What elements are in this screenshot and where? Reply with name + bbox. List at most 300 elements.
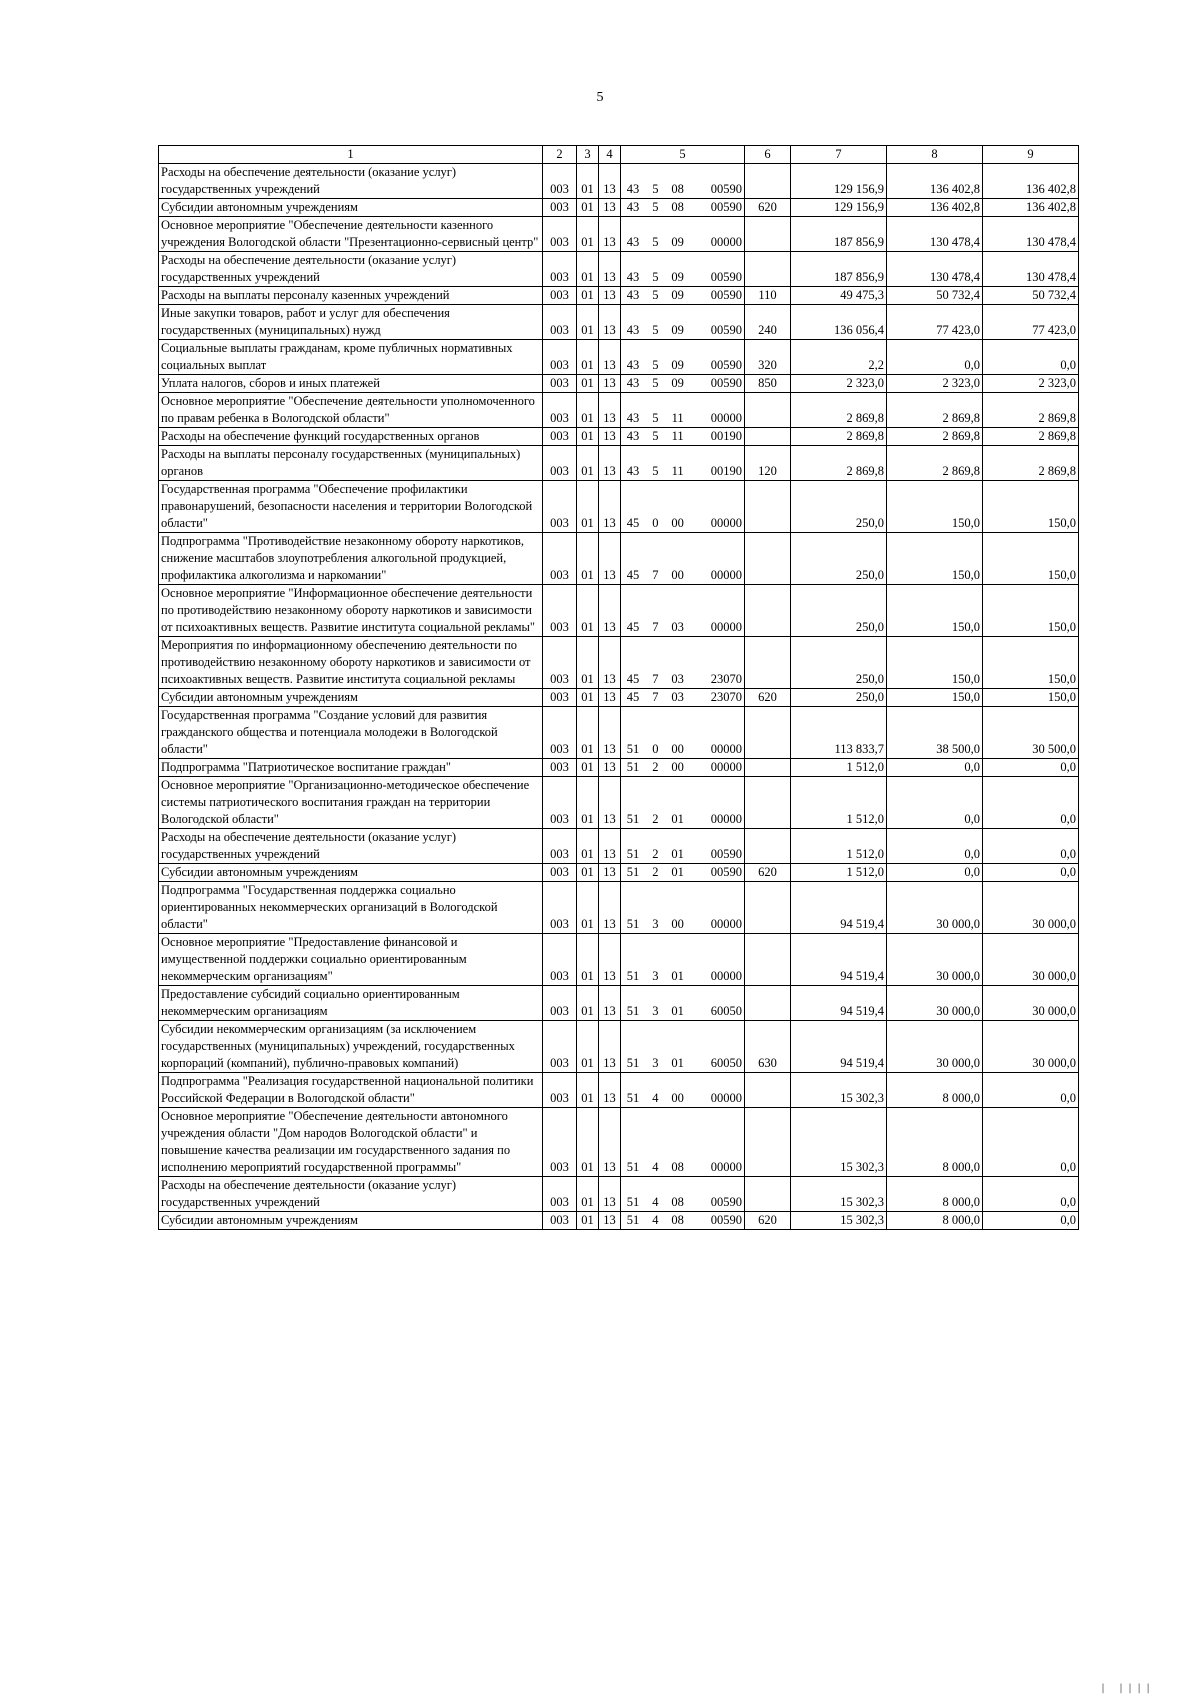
code-program: 45: [626, 690, 640, 704]
row-name: Подпрограмма "Реализация государственной национальной политики Российской Федерации в Вологодской области": [159, 1073, 543, 1108]
code-activity: 09: [671, 323, 684, 337]
table-row: [159, 305, 1079, 340]
code-subprogram: 7: [652, 690, 659, 704]
col-6-cell: [745, 1108, 791, 1177]
col-5-cell: [621, 375, 745, 393]
col-7-cell: 2 869,8: [791, 393, 887, 428]
col-8-cell: 30 000,0: [887, 986, 983, 1021]
col-2-cell: 003: [543, 637, 577, 689]
col-7-cell: 187 856,9: [791, 252, 887, 287]
col-7-cell: 250,0: [791, 481, 887, 533]
code-program: 51: [626, 917, 640, 931]
col-6-cell: [745, 481, 791, 533]
code-direction: 00190: [710, 429, 742, 443]
target-code: [623, 689, 742, 706]
code-subprogram: 7: [652, 568, 659, 582]
table-row: [159, 340, 1079, 375]
code-program: 51: [626, 865, 640, 879]
code-activity: 11: [671, 429, 684, 443]
col-9-cell: 0,0: [983, 1177, 1079, 1212]
code-direction: 00000: [710, 969, 742, 983]
code-direction: 00590: [710, 376, 742, 390]
code-program: 43: [626, 200, 640, 214]
code-activity: 00: [671, 568, 684, 582]
col-7-cell: 129 156,9: [791, 164, 887, 199]
col-6-cell: 240: [745, 305, 791, 340]
col-4-cell: 13: [599, 882, 621, 934]
col-4-cell: 13: [599, 164, 621, 199]
col-7-cell: 15 302,3: [791, 1177, 887, 1212]
col-4-cell: 13: [599, 533, 621, 585]
col-4-cell: 13: [599, 375, 621, 393]
col-4-cell: 13: [599, 689, 621, 707]
col-7-cell: 49 475,3: [791, 287, 887, 305]
header-cell: 2: [543, 146, 577, 164]
col-6-cell: [745, 882, 791, 934]
col-6-cell: 630: [745, 1021, 791, 1073]
col-3-cell: 01: [577, 759, 599, 777]
code-activity: 01: [671, 969, 684, 983]
code-direction: 00000: [710, 742, 742, 756]
col-8-cell: 50 732,4: [887, 287, 983, 305]
code-program: 43: [626, 288, 640, 302]
col-6-cell: [745, 1073, 791, 1108]
col-6-cell: [745, 217, 791, 252]
code-direction: 00000: [710, 812, 742, 826]
target-code: [623, 759, 742, 776]
code-subprogram: 5: [652, 376, 659, 390]
col-2-cell: 003: [543, 393, 577, 428]
col-9-cell: 2 869,8: [983, 446, 1079, 481]
row-name: Иные закупки товаров, работ и услуг для обеспечения государственных (муниципальных) нужд: [159, 305, 543, 340]
code-direction: 00590: [710, 865, 742, 879]
code-subprogram: 5: [652, 270, 659, 284]
code-direction: 00590: [710, 847, 742, 861]
code-program: 51: [626, 847, 640, 861]
col-5-cell: [621, 689, 745, 707]
col-3-cell: 01: [577, 1212, 599, 1230]
col-9-cell: 150,0: [983, 481, 1079, 533]
code-subprogram: 2: [652, 847, 659, 861]
col-5-cell: [621, 164, 745, 199]
col-8-cell: 8 000,0: [887, 1177, 983, 1212]
code-subprogram: 5: [652, 182, 659, 196]
col-7-cell: 1 512,0: [791, 864, 887, 882]
col-9-cell: 77 423,0: [983, 305, 1079, 340]
col-7-cell: 250,0: [791, 689, 887, 707]
col-3-cell: 01: [577, 1021, 599, 1073]
col-6-cell: [745, 829, 791, 864]
code-subprogram: 0: [652, 742, 659, 756]
col-5-cell: [621, 1073, 745, 1108]
col-5-cell: [621, 446, 745, 481]
col-4-cell: 13: [599, 585, 621, 637]
col-5-cell: [621, 1021, 745, 1073]
row-name: Субсидии автономным учреждениям: [159, 199, 543, 217]
col-2-cell: 003: [543, 446, 577, 481]
col-2-cell: 003: [543, 707, 577, 759]
col-3-cell: 01: [577, 533, 599, 585]
table-row: [159, 217, 1079, 252]
target-code: [623, 357, 742, 374]
target-code: [623, 234, 742, 251]
col-8-cell: 2 869,8: [887, 428, 983, 446]
row-name: Субсидии автономным учреждениям: [159, 689, 543, 707]
code-subprogram: 3: [652, 917, 659, 931]
col-9-cell: 0,0: [983, 864, 1079, 882]
col-6-cell: [745, 428, 791, 446]
table-row: [159, 1108, 1079, 1177]
code-subprogram: 4: [652, 1160, 659, 1174]
header-cell: 8: [887, 146, 983, 164]
table-row: [159, 1073, 1079, 1108]
row-name: Уплата налогов, сборов и иных платежей: [159, 375, 543, 393]
col-2-cell: 003: [543, 287, 577, 305]
col-2-cell: 003: [543, 882, 577, 934]
code-subprogram: 0: [652, 516, 659, 530]
col-2-cell: 003: [543, 864, 577, 882]
target-code: [623, 410, 742, 427]
col-9-cell: 0,0: [983, 1212, 1079, 1230]
target-code: [623, 1003, 742, 1020]
col-4-cell: 13: [599, 199, 621, 217]
col-3-cell: 01: [577, 707, 599, 759]
row-name: Основное мероприятие "Обеспечение деятельности казенного учреждения Вологодской области "Презентационно-сервисный центр": [159, 217, 543, 252]
col-3-cell: 01: [577, 446, 599, 481]
code-subprogram: 2: [652, 760, 659, 774]
col-3-cell: 01: [577, 637, 599, 689]
table-row: [159, 829, 1079, 864]
target-code: [623, 968, 742, 985]
col-2-cell: 003: [543, 986, 577, 1021]
col-3-cell: 01: [577, 164, 599, 199]
col-8-cell: 150,0: [887, 533, 983, 585]
code-activity: 01: [671, 812, 684, 826]
col-5-cell: [621, 533, 745, 585]
code-program: 51: [626, 1160, 640, 1174]
row-name: Основное мероприятие "Обеспечение деятельности уполномоченного по правам ребенка в Вологодской области": [159, 393, 543, 428]
code-program: 43: [626, 270, 640, 284]
col-7-cell: 1 512,0: [791, 759, 887, 777]
col-6-cell: 620: [745, 689, 791, 707]
col-4-cell: 13: [599, 481, 621, 533]
code-subprogram: 5: [652, 235, 659, 249]
code-subprogram: 4: [652, 1195, 659, 1209]
col-9-cell: 50 732,4: [983, 287, 1079, 305]
col-4-cell: 13: [599, 428, 621, 446]
header-cell: 3: [577, 146, 599, 164]
col-9-cell: 2 323,0: [983, 375, 1079, 393]
code-subprogram: 5: [652, 288, 659, 302]
row-name: Основное мероприятие "Организационно-методическое обеспечение системы патриотического воспитания граждан на территории Вологодской области": [159, 777, 543, 829]
col-8-cell: 2 869,8: [887, 446, 983, 481]
col-2-cell: 003: [543, 1212, 577, 1230]
col-2-cell: 003: [543, 217, 577, 252]
col-7-cell: 94 519,4: [791, 1021, 887, 1073]
col-9-cell: 0,0: [983, 759, 1079, 777]
table-row: [159, 375, 1079, 393]
col-5-cell: [621, 393, 745, 428]
row-name: Подпрограмма "Противодействие незаконному обороту наркотиков, снижение масштабов злоупотребления алкогольной продукцией, профилактика алкоголизма и наркомании": [159, 533, 543, 585]
code-activity: 08: [671, 1160, 684, 1174]
row-name: Субсидии некоммерческим организациям (за исключением государственных (муниципальных) учреждений, государственных корпораций (компаний), публично-правовых компаний): [159, 1021, 543, 1073]
col-7-cell: 15 302,3: [791, 1212, 887, 1230]
col-5-cell: [621, 1177, 745, 1212]
target-code: [623, 375, 742, 392]
col-9-cell: 130 478,4: [983, 252, 1079, 287]
code-direction: 00590: [710, 270, 742, 284]
target-code: [623, 199, 742, 216]
code-direction: 23070: [710, 672, 742, 686]
scan-mark: | ||||: [1100, 1683, 1155, 1694]
col-5-cell: [621, 481, 745, 533]
code-activity: 00: [671, 917, 684, 931]
col-4-cell: 13: [599, 759, 621, 777]
col-3-cell: 01: [577, 689, 599, 707]
code-subprogram: 7: [652, 672, 659, 686]
target-code: [623, 287, 742, 304]
code-program: 51: [626, 1195, 640, 1209]
col-2-cell: 003: [543, 375, 577, 393]
code-program: 45: [626, 672, 640, 686]
code-activity: 08: [671, 182, 684, 196]
code-activity: 01: [671, 1004, 684, 1018]
col-9-cell: 150,0: [983, 689, 1079, 707]
col-8-cell: 77 423,0: [887, 305, 983, 340]
col-4-cell: 13: [599, 1073, 621, 1108]
code-program: 43: [626, 411, 640, 425]
col-6-cell: 850: [745, 375, 791, 393]
col-7-cell: 136 056,4: [791, 305, 887, 340]
code-subprogram: 3: [652, 969, 659, 983]
code-subprogram: 7: [652, 620, 659, 634]
code-direction: 00000: [710, 620, 742, 634]
code-direction: 00000: [710, 411, 742, 425]
col-3-cell: 01: [577, 199, 599, 217]
code-activity: 00: [671, 516, 684, 530]
code-program: 51: [626, 1213, 640, 1227]
code-activity: 01: [671, 847, 684, 861]
col-6-cell: 120: [745, 446, 791, 481]
code-program: 45: [626, 568, 640, 582]
col-2-cell: 003: [543, 428, 577, 446]
col-6-cell: [745, 164, 791, 199]
col-6-cell: [745, 707, 791, 759]
row-name: Основное мероприятие "Обеспечение деятельности автономного учреждения области "Дом народов Вологодской области" и повышение качества реализации им государственного задания по исполнению мероприятий государственной программы": [159, 1108, 543, 1177]
target-code: [623, 515, 742, 532]
col-4-cell: 13: [599, 305, 621, 340]
col-5-cell: [621, 217, 745, 252]
col-2-cell: 003: [543, 1177, 577, 1212]
col-9-cell: 2 869,8: [983, 428, 1079, 446]
col-4-cell: 13: [599, 1212, 621, 1230]
code-program: 43: [626, 235, 640, 249]
col-6-cell: [745, 934, 791, 986]
col-5-cell: [621, 934, 745, 986]
code-subprogram: 5: [652, 411, 659, 425]
code-program: 45: [626, 620, 640, 634]
row-name: Подпрограмма "Государственная поддержка социально ориентированных некоммерческих организаций в Вологодской области": [159, 882, 543, 934]
col-3-cell: 01: [577, 829, 599, 864]
col-5-cell: [621, 1108, 745, 1177]
code-program: 43: [626, 182, 640, 196]
code-program: 43: [626, 358, 640, 372]
col-7-cell: 113 833,7: [791, 707, 887, 759]
code-activity: 00: [671, 760, 684, 774]
code-direction: 00000: [710, 516, 742, 530]
col-7-cell: 94 519,4: [791, 934, 887, 986]
col-5-cell: [621, 585, 745, 637]
target-code: [623, 181, 742, 198]
col-4-cell: 13: [599, 637, 621, 689]
row-name: Расходы на обеспечение деятельности (оказание услуг) государственных учреждений: [159, 252, 543, 287]
col-3-cell: 01: [577, 1108, 599, 1177]
code-direction: 00590: [710, 288, 742, 302]
header-cell: 1: [159, 146, 543, 164]
code-direction: 00590: [710, 182, 742, 196]
col-5-cell: [621, 777, 745, 829]
col-8-cell: 130 478,4: [887, 217, 983, 252]
row-name: Расходы на обеспечение деятельности (оказание услуг) государственных учреждений: [159, 1177, 543, 1212]
row-name: Основное мероприятие "Информационное обеспечение деятельности по противодействию незаконному обороту наркотиков и зависимости от психоактивных веществ. Развитие института социальной рекламы": [159, 585, 543, 637]
code-subprogram: 5: [652, 323, 659, 337]
code-direction: 00190: [710, 464, 742, 478]
col-2-cell: 003: [543, 481, 577, 533]
col-2-cell: 003: [543, 1021, 577, 1073]
table-header-row: [159, 146, 1079, 164]
col-9-cell: 0,0: [983, 340, 1079, 375]
target-code: [623, 619, 742, 636]
col-6-cell: [745, 533, 791, 585]
row-name: Расходы на обеспечение деятельности (оказание услуг) государственных учреждений: [159, 829, 543, 864]
table-row: [159, 585, 1079, 637]
code-program: 51: [626, 742, 640, 756]
code-subprogram: 3: [652, 1004, 659, 1018]
col-3-cell: 01: [577, 217, 599, 252]
col-4-cell: 13: [599, 1108, 621, 1177]
col-9-cell: 2 869,8: [983, 393, 1079, 428]
budget-table: [158, 145, 1079, 1230]
code-direction: 00000: [710, 568, 742, 582]
target-code: [623, 811, 742, 828]
col-9-cell: 150,0: [983, 637, 1079, 689]
col-6-cell: [745, 759, 791, 777]
col-3-cell: 01: [577, 777, 599, 829]
target-code: [623, 741, 742, 758]
col-9-cell: 0,0: [983, 1108, 1079, 1177]
target-code: [623, 916, 742, 933]
col-8-cell: 150,0: [887, 481, 983, 533]
code-activity: 11: [671, 411, 684, 425]
code-activity: 00: [671, 1091, 684, 1105]
code-direction: 00590: [710, 1195, 742, 1209]
col-8-cell: 2 869,8: [887, 393, 983, 428]
table-row: [159, 1177, 1079, 1212]
code-program: 51: [626, 760, 640, 774]
col-7-cell: 187 856,9: [791, 217, 887, 252]
code-program: 43: [626, 323, 640, 337]
code-direction: 00000: [710, 760, 742, 774]
table-row: [159, 707, 1079, 759]
col-4-cell: 13: [599, 986, 621, 1021]
table-row: [159, 986, 1079, 1021]
code-activity: 08: [671, 1213, 684, 1227]
col-3-cell: 01: [577, 864, 599, 882]
col-5-cell: [621, 305, 745, 340]
col-2-cell: 003: [543, 533, 577, 585]
col-7-cell: 129 156,9: [791, 199, 887, 217]
col-2-cell: 003: [543, 340, 577, 375]
col-2-cell: 003: [543, 1108, 577, 1177]
row-name: Подпрограмма "Патриотическое воспитание граждан": [159, 759, 543, 777]
col-9-cell: 30 000,0: [983, 934, 1079, 986]
col-3-cell: 01: [577, 252, 599, 287]
col-2-cell: 003: [543, 829, 577, 864]
col-7-cell: 1 512,0: [791, 777, 887, 829]
col-4-cell: 13: [599, 217, 621, 252]
code-activity: 09: [671, 235, 684, 249]
code-direction: 00590: [710, 1213, 742, 1227]
code-program: 43: [626, 464, 640, 478]
table-row: [159, 446, 1079, 481]
col-9-cell: 0,0: [983, 777, 1079, 829]
col-4-cell: 13: [599, 707, 621, 759]
col-9-cell: 0,0: [983, 1073, 1079, 1108]
col-5-cell: [621, 340, 745, 375]
col-8-cell: 130 478,4: [887, 252, 983, 287]
col-8-cell: 150,0: [887, 637, 983, 689]
col-7-cell: 2 869,8: [791, 446, 887, 481]
col-3-cell: 01: [577, 375, 599, 393]
header-cell: 4: [599, 146, 621, 164]
code-direction: 00000: [710, 1091, 742, 1105]
col-9-cell: 30 000,0: [983, 882, 1079, 934]
col-5-cell: [621, 428, 745, 446]
col-4-cell: 13: [599, 1021, 621, 1073]
col-5-cell: [621, 1212, 745, 1230]
col-2-cell: 003: [543, 934, 577, 986]
code-direction: 00590: [710, 358, 742, 372]
col-3-cell: 01: [577, 481, 599, 533]
col-7-cell: 250,0: [791, 585, 887, 637]
target-code: [623, 567, 742, 584]
col-8-cell: 8 000,0: [887, 1212, 983, 1230]
code-activity: 03: [671, 620, 684, 634]
target-code: [623, 846, 742, 863]
table-row: [159, 1021, 1079, 1073]
code-activity: 00: [671, 742, 684, 756]
col-7-cell: 15 302,3: [791, 1073, 887, 1108]
col-5-cell: [621, 759, 745, 777]
code-program: 45: [626, 516, 640, 530]
target-code: [623, 1212, 742, 1229]
col-6-cell: [745, 777, 791, 829]
col-8-cell: 38 500,0: [887, 707, 983, 759]
col-3-cell: 01: [577, 585, 599, 637]
code-subprogram: 3: [652, 1056, 659, 1070]
target-code: [623, 864, 742, 881]
col-4-cell: 13: [599, 446, 621, 481]
col-6-cell: 620: [745, 199, 791, 217]
code-subprogram: 4: [652, 1091, 659, 1105]
col-6-cell: [745, 637, 791, 689]
col-7-cell: 1 512,0: [791, 829, 887, 864]
col-3-cell: 01: [577, 986, 599, 1021]
table-row: [159, 777, 1079, 829]
col-2-cell: 003: [543, 305, 577, 340]
col-8-cell: 0,0: [887, 829, 983, 864]
code-subprogram: 5: [652, 358, 659, 372]
